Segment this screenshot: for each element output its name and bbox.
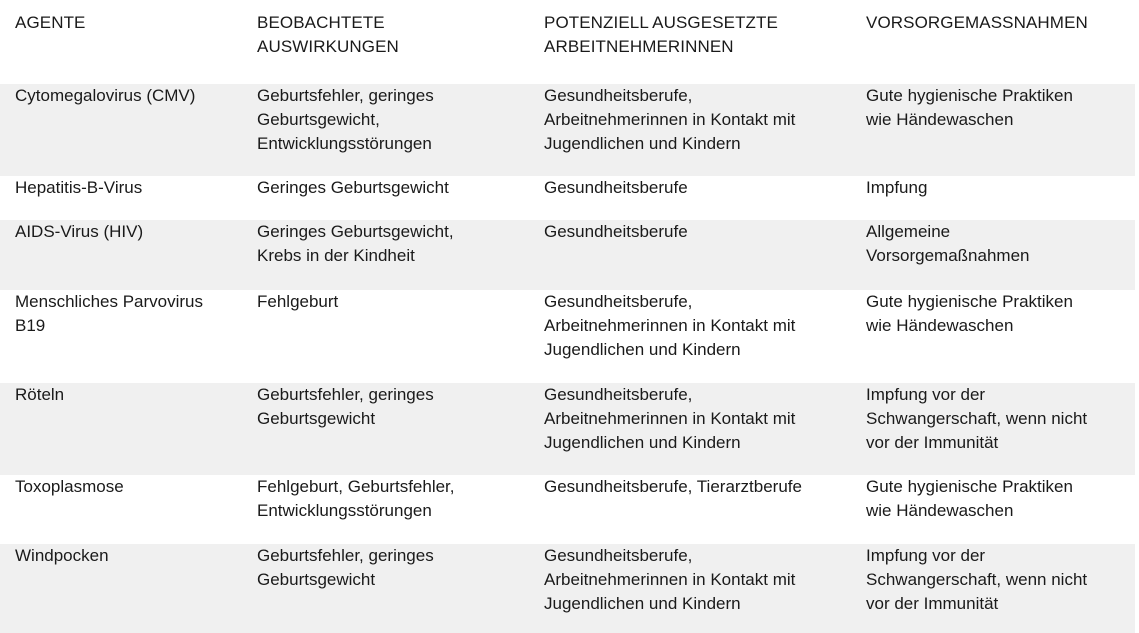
cell-line: Entwicklungsstörungen [257, 501, 432, 520]
cell-line: Gesundheitsberufe, [544, 385, 693, 404]
header-agent [15, 11, 240, 35]
cell-exposed-workers [544, 290, 849, 362]
cell-line: vor der Immunität [866, 594, 999, 613]
cell-exposed-workers [544, 544, 849, 616]
cell-agent [15, 176, 240, 200]
table-row [0, 544, 1135, 633]
cell-precautions [866, 290, 1128, 338]
table-header [0, 0, 1135, 85]
cell-line: Geburtsgewicht, [257, 110, 380, 129]
cell-line: Geburtsgewicht [257, 409, 376, 428]
cell-line: Hepatitis-B-Virus [15, 178, 143, 197]
cell-line: wie Händewaschen [866, 110, 1014, 129]
cell-precautions [866, 475, 1128, 523]
cell-line: AIDS-Virus (HIV) [15, 222, 144, 241]
cell-agent [15, 290, 240, 338]
cell-line: Entwicklungsstörungen [257, 134, 432, 153]
table-row [0, 475, 1135, 544]
cell-line: Schwangerschaft, wenn nicht [866, 409, 1088, 428]
table-row [0, 290, 1135, 383]
header-exposed-workers [544, 11, 849, 59]
cell-line: Fehlgeburt [257, 292, 339, 311]
table-row [0, 176, 1135, 220]
header-line: AUSWIRKUNGEN [257, 37, 399, 56]
cell-line: Allgemeine [866, 222, 951, 241]
cell-line: Impfung vor der [866, 385, 986, 404]
cell-precautions [866, 383, 1128, 455]
cell-exposed-workers [544, 220, 849, 244]
header-precautions [866, 11, 1128, 35]
cell-effects [257, 176, 527, 200]
cell-line: wie Händewaschen [866, 501, 1014, 520]
cell-line: Gesundheitsberufe, [544, 292, 693, 311]
cell-effects [257, 383, 527, 431]
cell-line: Gesundheitsberufe, [544, 86, 693, 105]
cell-line: Geringes Geburtsgewicht [257, 178, 449, 197]
cell-line: Gute hygienische Praktiken [866, 86, 1073, 105]
cell-line: Arbeitnehmerinnen in Kontakt mit [544, 409, 796, 428]
cell-agent [15, 220, 240, 244]
cell-line: Gesundheitsberufe, [544, 546, 693, 565]
cell-line: Cytomegalovirus (CMV) [15, 86, 196, 105]
cell-precautions [866, 176, 1128, 200]
cell-effects [257, 220, 527, 268]
header-line: AGENTE [15, 13, 86, 32]
cell-agent [15, 475, 240, 499]
header-line: BEOBACHTETE [257, 13, 385, 32]
cell-exposed-workers [544, 176, 849, 200]
cell-effects [257, 84, 527, 156]
table-row [0, 84, 1135, 176]
cell-agent [15, 383, 240, 407]
cell-line: Geburtsfehler, geringes [257, 385, 434, 404]
table-row [0, 383, 1135, 475]
cell-effects [257, 475, 527, 523]
cell-line: Arbeitnehmerinnen in Kontakt mit [544, 316, 796, 335]
cell-line: wie Händewaschen [866, 316, 1014, 335]
cell-line: Impfung [866, 178, 928, 197]
cell-line: Jugendlichen und Kindern [544, 594, 741, 613]
cell-precautions [866, 220, 1128, 268]
cell-exposed-workers [544, 475, 849, 499]
header-line: ARBEITNEHMERINNEN [544, 37, 734, 56]
cell-agent [15, 84, 240, 108]
table-row [0, 220, 1135, 290]
cell-line: Menschliches Parvovirus [15, 292, 204, 311]
cell-line: Jugendlichen und Kindern [544, 134, 741, 153]
cell-line: Schwangerschaft, wenn nicht [866, 570, 1088, 589]
cell-line: Impfung vor der [866, 546, 986, 565]
cell-line: Vorsorgemaßnahmen [866, 246, 1030, 265]
cell-line: Arbeitnehmerinnen in Kontakt mit [544, 570, 796, 589]
cell-line: Geburtsgewicht [257, 570, 376, 589]
cell-line: Gesundheitsberufe [544, 222, 688, 241]
cell-line: Krebs in der Kindheit [257, 246, 415, 265]
header-line: POTENZIELL AUSGESETZTE [544, 13, 778, 32]
cell-precautions [866, 544, 1128, 616]
cell-agent [15, 544, 240, 568]
cell-line: B19 [15, 316, 46, 335]
cell-line: Gesundheitsberufe, Tierarztberufe [544, 477, 802, 496]
cell-exposed-workers [544, 383, 849, 455]
cell-exposed-workers [544, 84, 849, 156]
cell-line: Arbeitnehmerinnen in Kontakt mit [544, 110, 796, 129]
cell-precautions [866, 84, 1128, 132]
cell-line: Toxoplasmose [15, 477, 124, 496]
cell-line: Röteln [15, 385, 65, 404]
cell-line: Geburtsfehler, geringes [257, 86, 434, 105]
cell-line: Geringes Geburtsgewicht, [257, 222, 454, 241]
cell-line: Gesundheitsberufe [544, 178, 688, 197]
cell-line: Gute hygienische Praktiken [866, 477, 1073, 496]
header-effects [257, 11, 527, 59]
cell-line: Jugendlichen und Kindern [544, 433, 741, 452]
cell-effects [257, 290, 527, 314]
cell-line: Fehlgeburt, Geburtsfehler, [257, 477, 455, 496]
cell-line: Windpocken [15, 546, 109, 565]
cell-line: Jugendlichen und Kindern [544, 340, 741, 359]
cell-line: Gute hygienische Praktiken [866, 292, 1073, 311]
header-line: VORSORGEMASSNAHMEN [866, 13, 1088, 32]
cell-line: vor der Immunität [866, 433, 999, 452]
cell-line: Geburtsfehler, geringes [257, 546, 434, 565]
cell-effects [257, 544, 527, 592]
